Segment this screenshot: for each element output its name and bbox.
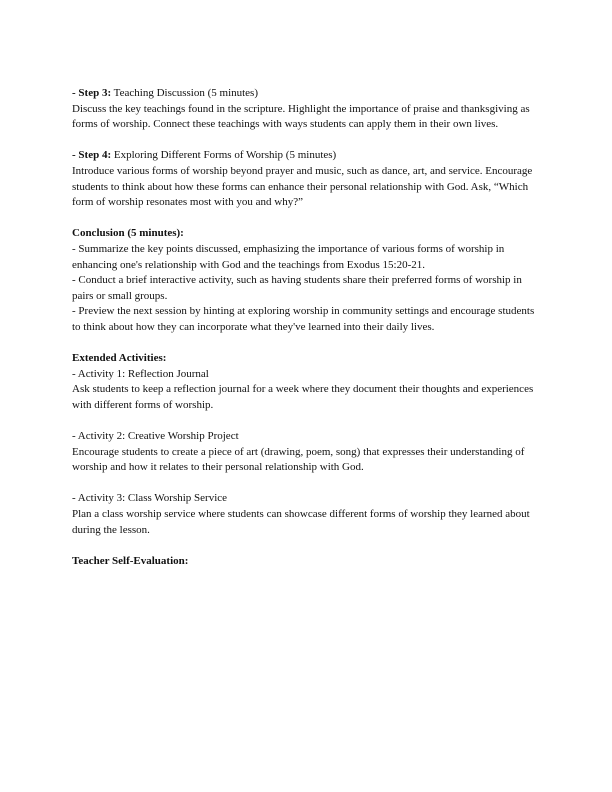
conclusion-item-3: - Preview the next session by hinting at exploring worship in community settings and encourage students to think about how they can incorporate what they've learned into their daily lives. <box>72 305 535 333</box>
activity-1-title: - Activity 1: Reflection Journal <box>72 367 209 380</box>
step3-heading <box>72 86 542 102</box>
step3-body: Discuss the key teachings found in the scripture. Highlight the importance of praise and thanksgiving as forms of worship. Connect these teachings with ways students can apply them in their own lives. <box>72 102 530 131</box>
step3-label: - Step 3: <box>72 87 112 99</box>
spacer <box>72 211 542 227</box>
activity-2-body: Encourage students to create a piece of art (drawing, poem, song) that expresses their understanding of worship and how it relates to their personal relationship with God. <box>72 445 525 474</box>
spacer <box>72 133 542 149</box>
activity-3-body: Plan a class worship service where students can showcase different forms of worship they learned about during the lesson. <box>72 508 530 536</box>
step4-title: Exploring Different Forms of Worship (5 minutes) <box>111 149 337 162</box>
step4-label: - Step 4: <box>72 149 112 162</box>
activity-1-body: Ask students to keep a reflection journal for a week where they document their thoughts and experiences with different forms of worship. <box>72 383 534 411</box>
extended-activities-heading: Extended Activities: <box>72 352 167 365</box>
teacher-self-evaluation-heading: Teacher Self-Evaluation: <box>72 554 189 567</box>
conclusion-item-2: - Conduct a brief interactive activity, such as having students share their preferred forms of worship in pairs or small groups. <box>72 274 522 302</box>
spacer <box>72 413 542 429</box>
conclusion-item-1: - Summarize the key points discussed, emphasizing the importance of various forms of worship in enhancing one's relationship with God and the teachings from Exodus 15:20-21. <box>72 242 505 271</box>
spacer <box>72 538 542 554</box>
step3-title: Teaching Discussion (5 minutes) <box>111 87 259 99</box>
conclusion-heading: Conclusion (5 minutes): <box>72 227 184 240</box>
step4-body: Introduce various forms of worship beyond prayer and music, such as dance, art, and service. Encourage students to think about how these forms can enhance their personal relationship with God. Ask, “Which form of worship resonates most with you and why?” <box>72 164 533 209</box>
spacer <box>72 336 542 352</box>
activity-2-title: - Activity 2: Creative Worship Project <box>72 430 239 443</box>
activity-3-title: - Activity 3: Class Worship Service <box>72 492 228 505</box>
document-page <box>72 86 542 569</box>
step4-heading <box>72 148 542 164</box>
spacer <box>72 476 542 492</box>
